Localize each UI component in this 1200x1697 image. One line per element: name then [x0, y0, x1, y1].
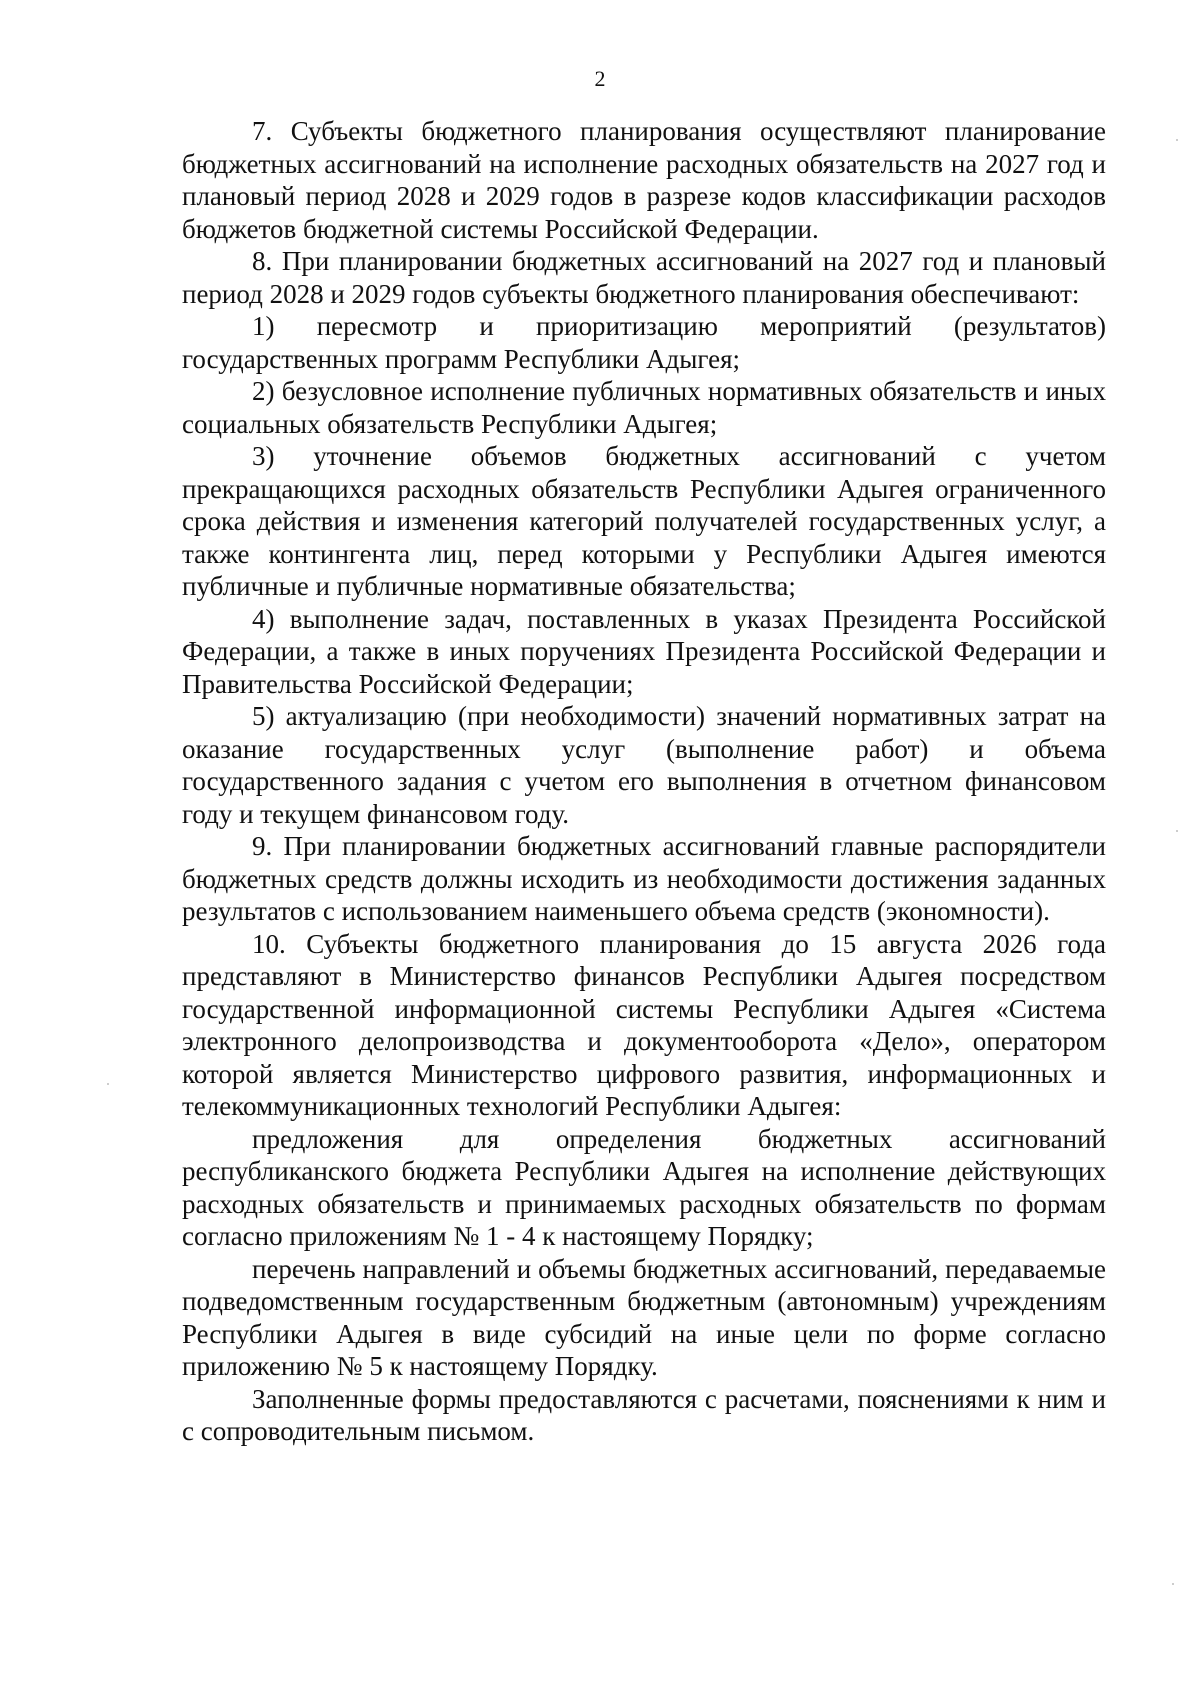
- paragraph-8-item-3: 3) уточнение объемов бюджетных ассигнований с учетом прекращающихся расходных обязательств Республики Адыгея ограниченного срока действия и изменения категорий получателей государственных услуг, а также контингента лиц, перед которыми у Республики Адыгея имеются публичные и публичные нормативные обязательства;: [182, 441, 1106, 601]
- scan-mark: [1176, 139, 1178, 141]
- paragraph-10-item-proposals: предложения для определения бюджетных ассигнований республиканского бюджета Республики Адыгея на исполнение действующих расходных обязательств и принимаемых расходных обязательств по формам согласно приложениям № 1 - 4 к настоящему Порядку;: [182, 1123, 1106, 1251]
- paragraph-8-item-2: 2) безусловное исполнение публичных нормативных обязательств и иных социальных обязательств Республики Адыгея;: [182, 376, 1106, 439]
- scan-mark: [1176, 830, 1178, 832]
- document-body: [182, 115, 1106, 1448]
- paragraph-8-item-5: 5) актуализацию (при необходимости) значений нормативных затрат на оказание государственных услуг (выполнение работ) и объема государственного задания с учетом его выполнения в отчетном финансовом году и текущем финансовом году.: [182, 701, 1106, 829]
- paragraph-8-item-1: 1) пересмотр и приоритизацию мероприятий (результатов) государственных программ Республики Адыгея;: [182, 311, 1106, 374]
- scan-mark: [107, 1083, 109, 1085]
- paragraph-7: 7. Субъекты бюджетного планирования осуществляют планирование бюджетных ассигнований на исполнение расходных обязательств на 2027 год и плановый период 2028 и 2029 годов в разрезе кодов классификации расходов бюджетов бюджетной системы Российской Федерации.: [182, 116, 1106, 244]
- page-number: 2: [594, 66, 606, 91]
- paragraph-8-item-4: 4) выполнение задач, поставленных в указах Президента Российской Федерации, а также в иных поручениях Президента Российской Федерации и Правительства Российской Федерации;: [182, 603, 1106, 699]
- scan-mark: [1172, 1583, 1174, 1585]
- paragraph-10: 10. Субъекты бюджетного планирования до 15 августа 2026 года представляют в Министерство финансов Республики Адыгея посредством государственной информационной системы Республики Адыгея «Система электронного делопроизводства и документооборота «Дело», оператором которой является Министерство цифрового развития, информационных и телекоммуникационных технологий Республики Адыгея:: [182, 928, 1106, 1121]
- paragraph-closing: Заполненные формы предоставляются с расчетами, пояснениями к ним и с сопроводительным письмом.: [182, 1383, 1106, 1446]
- paragraph-10-item-list: перечень направлений и объемы бюджетных ассигнований, передаваемые подведомственным государственным бюджетным (автономным) учреждениям Республики Адыгея в виде субсидий на иные цели по форме согласно приложению № 5 к настоящему Порядку.: [182, 1253, 1106, 1381]
- paragraph-9: 9. При планировании бюджетных ассигнований главные распорядители бюджетных средств должны исходить из необходимости достижения заданных результатов с использованием наименьшего объема средств (экономности).: [182, 831, 1106, 926]
- paragraph-8: 8. При планировании бюджетных ассигнований на 2027 год и плановый период 2028 и 2029 годов субъекты бюджетного планирования обеспечивают:: [182, 246, 1106, 309]
